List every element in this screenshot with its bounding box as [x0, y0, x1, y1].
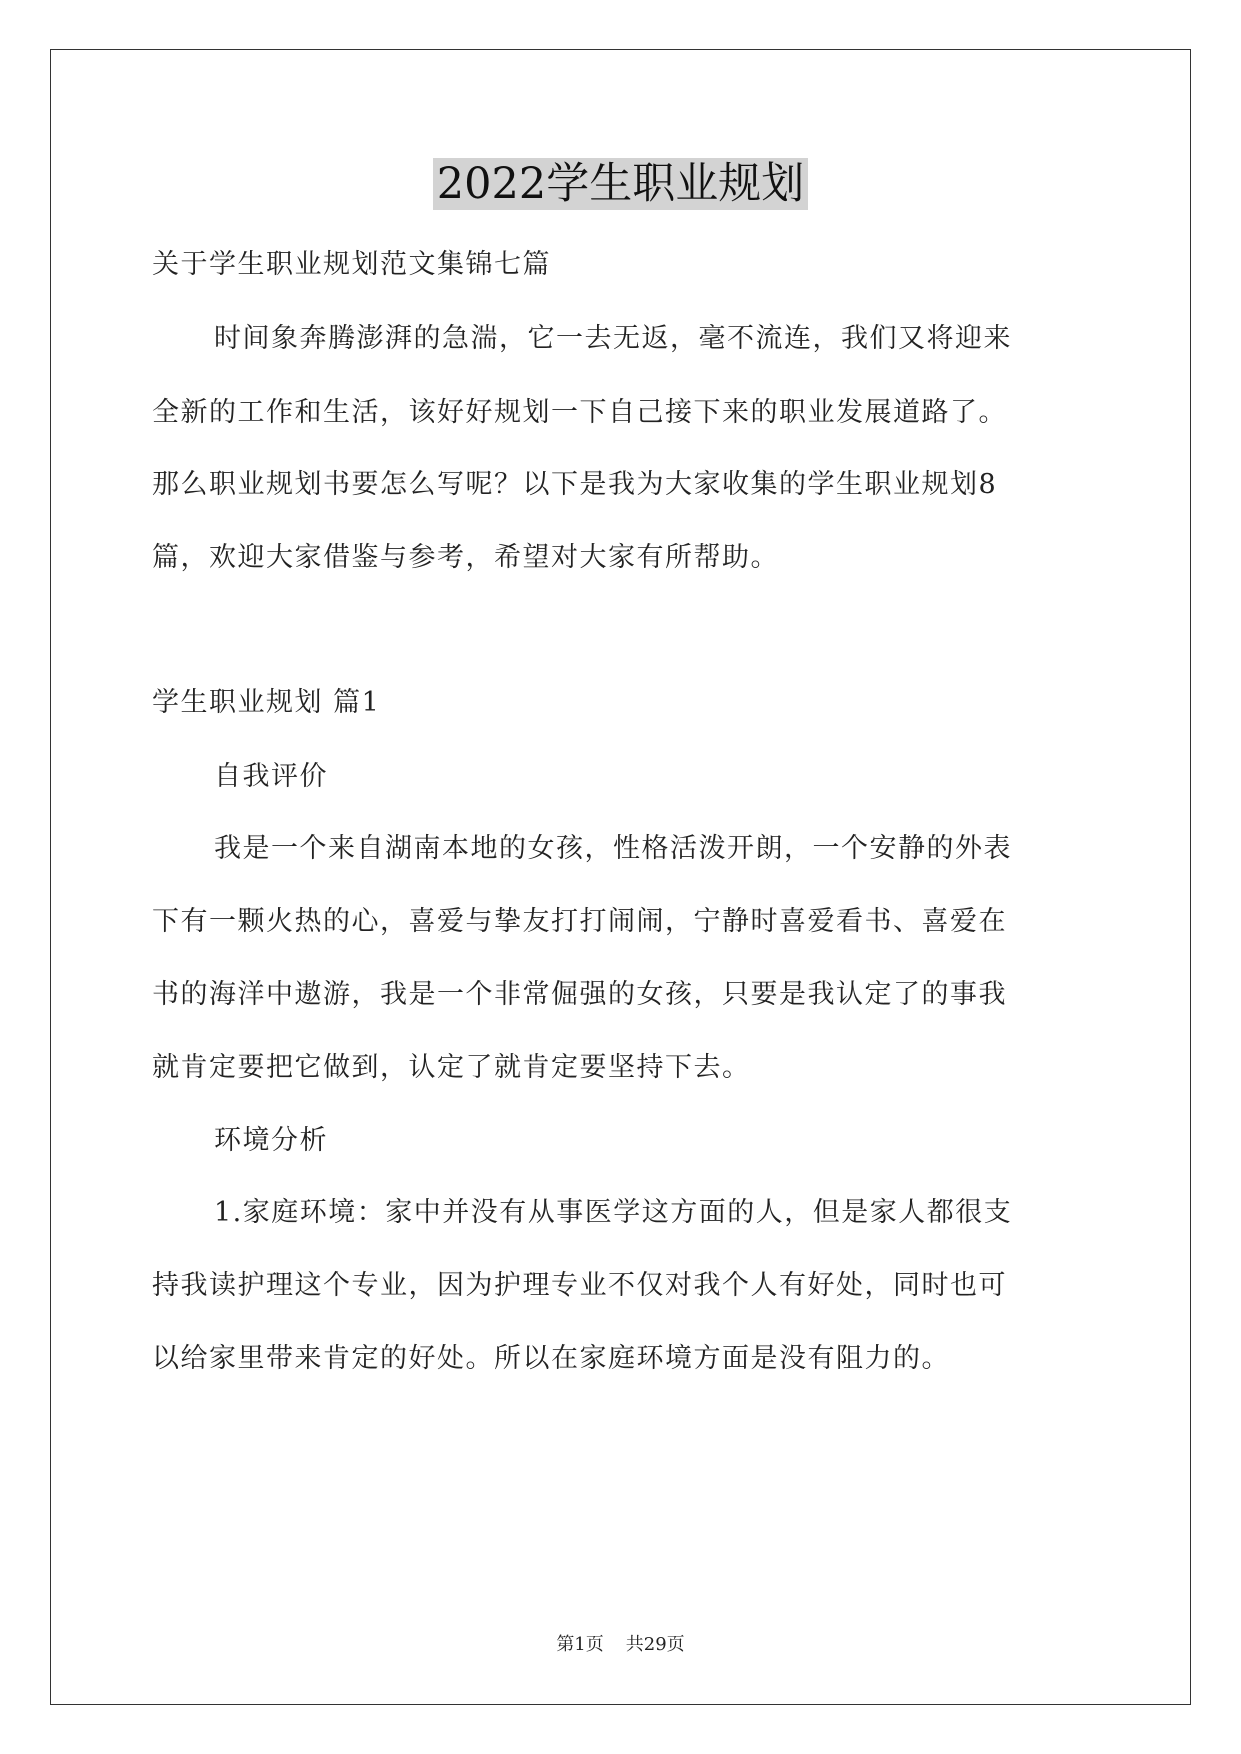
intro-line-2: 全新的工作和生活，该好好规划一下自己接下来的职业发展道路了。	[152, 397, 1007, 428]
page-total: 共29页	[625, 1634, 685, 1655]
sub-heading-self-evaluation: 自我评价	[214, 761, 328, 792]
sub-heading-environment: 环境分析	[214, 1125, 328, 1156]
section-heading: 学生职业规划 篇1	[152, 687, 381, 718]
subtitle: 关于学生职业规划范文集锦七篇	[152, 249, 551, 280]
self-eval-line-4: 就肯定要把它做到，认定了就肯定要坚持下去。	[152, 1052, 751, 1083]
self-eval-line-3: 书的海洋中遨游，我是一个非常倔强的女孩，只要是我认定了的事我	[152, 979, 1007, 1010]
page-footer	[0, 1630, 1241, 1656]
env-line-1: 1.家庭环境：家中并没有从事医学这方面的人，但是家人都很支	[214, 1197, 1013, 1228]
intro-line-4: 篇，欢迎大家借鉴与参考，希望对大家有所帮助。	[152, 542, 779, 573]
title-container	[0, 158, 1241, 210]
intro-line-1: 时间象奔腾澎湃的急湍，它一去无返，毫不流连，我们又将迎来	[214, 323, 1012, 354]
self-eval-line-2: 下有一颗火热的心，喜爱与挚友打打闹闹，宁静时喜爱看书、喜爱在	[152, 906, 1007, 937]
intro-line-3: 那么职业规划书要怎么写呢？以下是我为大家收集的学生职业规划8	[152, 469, 998, 500]
env-line-2: 持我读护理这个专业，因为护理专业不仅对我个人有好处，同时也可	[152, 1270, 1007, 1301]
env-line-3: 以给家里带来肯定的好处。所以在家庭环境方面是没有阻力的。	[152, 1343, 950, 1374]
document-title: 2022学生职业规划	[433, 158, 808, 210]
page-number: 第1页	[556, 1634, 604, 1655]
self-eval-line-1: 我是一个来自湖南本地的女孩，性格活泼开朗，一个安静的外表	[214, 833, 1012, 864]
page-border	[50, 49, 1191, 1705]
